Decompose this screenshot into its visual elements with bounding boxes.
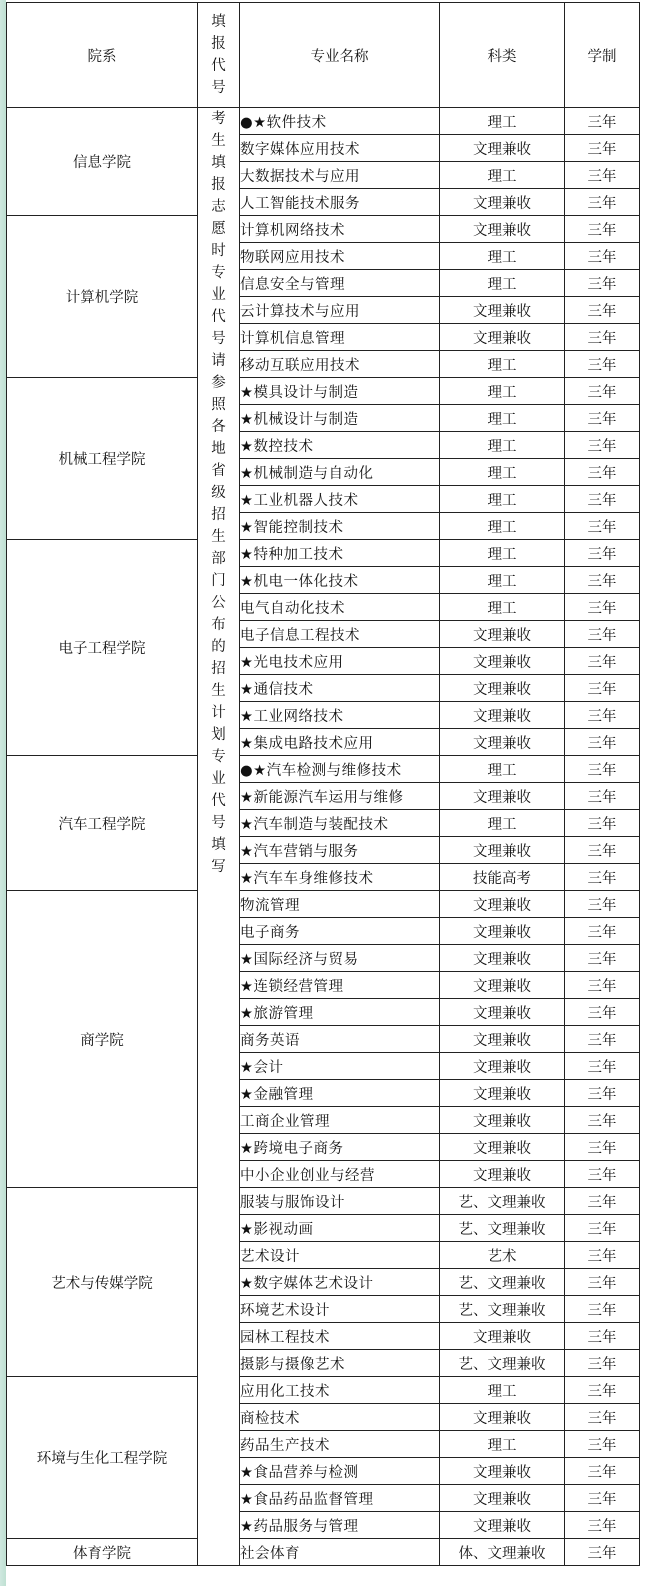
major-name-cell: ★工业网络技术 [240,702,440,729]
duration-cell: 三年 [565,918,640,945]
duration-cell: 三年 [565,1350,640,1377]
category-cell: 文理兼收 [440,837,565,864]
category-cell: 文理兼收 [440,189,565,216]
major-name-cell: ★国际经济与贸易 [240,945,440,972]
duration-cell: 三年 [565,594,640,621]
duration-cell: 三年 [565,675,640,702]
category-cell: 艺、文理兼收 [440,1188,565,1215]
category-cell: 文理兼收 [440,891,565,918]
major-name-cell: ★汽车制造与装配技术 [240,810,440,837]
major-name-cell: 园林工程技术 [240,1323,440,1350]
duration-cell: 三年 [565,1485,640,1512]
duration-cell: 三年 [565,1188,640,1215]
category-cell: 理工 [440,1431,565,1458]
category-cell: 理工 [440,378,565,405]
category-cell: 文理兼收 [440,945,565,972]
category-cell: 文理兼收 [440,1404,565,1431]
department-cell: 电子工程学院 [7,540,198,756]
category-cell: 文理兼收 [440,702,565,729]
major-name-cell: 电气自动化技术 [240,594,440,621]
category-cell: 文理兼收 [440,1485,565,1512]
duration-cell: 三年 [565,1215,640,1242]
major-name-cell: 云计算技术与应用 [240,297,440,324]
duration-cell: 三年 [565,1323,640,1350]
department-cell: 计算机学院 [7,216,198,378]
duration-cell: 三年 [565,324,640,351]
category-cell: 文理兼收 [440,324,565,351]
table-header [7,3,640,108]
category-cell: 文理兼收 [440,297,565,324]
major-name-cell: 信息安全与管理 [240,270,440,297]
category-cell: 文理兼收 [440,1107,565,1134]
duration-cell: 三年 [565,540,640,567]
duration-cell: 三年 [565,756,640,783]
header-dept: 院系 [7,3,198,108]
major-name-cell: 电子信息工程技术 [240,621,440,648]
major-name-cell: ★机电一体化技术 [240,567,440,594]
code-note-cell [198,108,240,1566]
duration-cell: 三年 [565,1539,640,1566]
duration-cell: 三年 [565,1026,640,1053]
category-cell: 体、文理兼收 [440,1539,565,1566]
category-cell: 文理兼收 [440,1161,565,1188]
category-cell: 理工 [440,756,565,783]
category-cell: 理工 [440,351,565,378]
duration-cell: 三年 [565,1296,640,1323]
duration-cell: 三年 [565,729,640,756]
category-cell: 理工 [440,459,565,486]
header-category: 科类 [440,3,565,108]
major-name-cell: ★智能控制技术 [240,513,440,540]
duration-cell: 三年 [565,108,640,135]
duration-cell: 三年 [565,432,640,459]
department-cell: 信息学院 [7,108,198,216]
header-code [198,3,240,108]
category-cell: 艺、文理兼收 [440,1296,565,1323]
duration-cell: 三年 [565,972,640,999]
duration-cell: 三年 [565,567,640,594]
table-row [7,108,640,135]
category-cell: 文理兼收 [440,1134,565,1161]
category-cell: 理工 [440,540,565,567]
major-name-cell: 工商企业管理 [240,1107,440,1134]
category-cell: 文理兼收 [440,1026,565,1053]
duration-cell: 三年 [565,837,640,864]
category-cell: 理工 [440,594,565,621]
table-row [7,756,640,783]
major-name-cell: 计算机信息管理 [240,324,440,351]
duration-cell: 三年 [565,783,640,810]
major-name-cell: ★金融管理 [240,1080,440,1107]
category-cell: 文理兼收 [440,783,565,810]
category-cell: 艺、文理兼收 [440,1215,565,1242]
major-name-cell: ●★汽车检测与维修技术 [240,756,440,783]
duration-cell: 三年 [565,1458,640,1485]
duration-cell: 三年 [565,1053,640,1080]
category-cell: 理工 [440,810,565,837]
major-name-cell: ★数字媒体艺术设计 [240,1269,440,1296]
duration-cell: 三年 [565,135,640,162]
duration-cell: 三年 [565,162,640,189]
majors-table [6,2,640,1566]
category-cell: 艺、文理兼收 [440,1269,565,1296]
duration-cell: 三年 [565,1512,640,1539]
duration-cell: 三年 [565,189,640,216]
major-name-cell: ★旅游管理 [240,999,440,1026]
category-cell: 文理兼收 [440,1053,565,1080]
major-name-cell: ★数控技术 [240,432,440,459]
duration-cell: 三年 [565,891,640,918]
duration-cell: 三年 [565,945,640,972]
department-cell: 商学院 [7,891,198,1188]
major-name-cell: 环境艺术设计 [240,1296,440,1323]
duration-cell: 三年 [565,1404,640,1431]
department-cell: 汽车工程学院 [7,756,198,891]
major-name-cell: 数字媒体应用技术 [240,135,440,162]
category-cell: 理工 [440,108,565,135]
major-name-cell: ★工业机器人技术 [240,486,440,513]
major-name-cell: ★新能源汽车运用与维修 [240,783,440,810]
code-note-text: 考生填报志愿时专业代号请参照各地省级招生部门公布的招生计划专业代号填写 [211,111,226,875]
category-cell: 文理兼收 [440,1512,565,1539]
major-name-cell: 电子商务 [240,918,440,945]
major-name-cell: 摄影与摄像艺术 [240,1350,440,1377]
duration-cell: 三年 [565,405,640,432]
department-cell: 艺术与传媒学院 [7,1188,198,1377]
category-cell: 文理兼收 [440,135,565,162]
major-name-cell: 大数据技术与应用 [240,162,440,189]
category-cell: 文理兼收 [440,999,565,1026]
category-cell: 理工 [440,162,565,189]
duration-cell: 三年 [565,702,640,729]
duration-cell: 三年 [565,297,640,324]
table-row [7,378,640,405]
header-duration: 学制 [565,3,640,108]
duration-cell: 三年 [565,459,640,486]
header-row [7,3,640,108]
major-name-cell: 物联网应用技术 [240,243,440,270]
department-cell: 机械工程学院 [7,378,198,540]
duration-cell: 三年 [565,1161,640,1188]
major-name-cell: ★特种加工技术 [240,540,440,567]
major-name-cell: ★跨境电子商务 [240,1134,440,1161]
category-cell: 理工 [440,432,565,459]
category-cell: 理工 [440,405,565,432]
department-cell: 体育学院 [7,1539,198,1566]
major-name-cell: 商检技术 [240,1404,440,1431]
category-cell: 理工 [440,270,565,297]
duration-cell: 三年 [565,270,640,297]
table-row [7,1377,640,1404]
category-cell: 文理兼收 [440,1080,565,1107]
category-cell: 文理兼收 [440,1458,565,1485]
major-name-cell: 计算机网络技术 [240,216,440,243]
department-cell: 环境与生化工程学院 [7,1377,198,1539]
duration-cell: 三年 [565,243,640,270]
category-cell: 艺术 [440,1242,565,1269]
major-name-cell: ★集成电路技术应用 [240,729,440,756]
header-code-label: 填报代号 [211,14,226,96]
duration-cell: 三年 [565,999,640,1026]
category-cell: 理工 [440,567,565,594]
table-row [7,1188,640,1215]
category-cell: 文理兼收 [440,675,565,702]
duration-cell: 三年 [565,378,640,405]
major-name-cell: ★食品药品监督管理 [240,1485,440,1512]
major-name-cell: ★影视动画 [240,1215,440,1242]
category-cell: 文理兼收 [440,729,565,756]
major-name-cell: ★光电技术应用 [240,648,440,675]
duration-cell: 三年 [565,513,640,540]
duration-cell: 三年 [565,351,640,378]
table-body [7,108,640,1566]
major-name-cell: ★连锁经营管理 [240,972,440,999]
duration-cell: 三年 [565,810,640,837]
major-name-cell: ★汽车车身维修技术 [240,864,440,891]
duration-cell: 三年 [565,1269,640,1296]
major-name-cell: 商务英语 [240,1026,440,1053]
major-name-cell: ★模具设计与制造 [240,378,440,405]
major-name-cell: 中小企业创业与经营 [240,1161,440,1188]
duration-cell: 三年 [565,648,640,675]
category-cell: 文理兼收 [440,972,565,999]
major-name-cell: 艺术设计 [240,1242,440,1269]
duration-cell: 三年 [565,1107,640,1134]
major-name-cell: 移动互联应用技术 [240,351,440,378]
duration-cell: 三年 [565,486,640,513]
duration-cell: 三年 [565,1431,640,1458]
category-cell: 文理兼收 [440,216,565,243]
major-name-cell: 人工智能技术服务 [240,189,440,216]
category-cell: 艺、文理兼收 [440,1350,565,1377]
duration-cell: 三年 [565,1377,640,1404]
major-name-cell: ●★软件技术 [240,108,440,135]
major-name-cell: 社会体育 [240,1539,440,1566]
major-name-cell: ★汽车营销与服务 [240,837,440,864]
header-major: 专业名称 [240,3,440,108]
major-name-cell: ★药品服务与管理 [240,1512,440,1539]
major-name-cell: ★食品营养与检测 [240,1458,440,1485]
duration-cell: 三年 [565,216,640,243]
table-row [7,1539,640,1566]
category-cell: 理工 [440,486,565,513]
category-cell: 理工 [440,243,565,270]
table-row [7,540,640,567]
major-name-cell: ★机械设计与制造 [240,405,440,432]
duration-cell: 三年 [565,1134,640,1161]
duration-cell: 三年 [565,864,640,891]
major-name-cell: ★机械制造与自动化 [240,459,440,486]
major-name-cell: 服装与服饰设计 [240,1188,440,1215]
category-cell: 文理兼收 [440,918,565,945]
category-cell: 文理兼收 [440,621,565,648]
major-name-cell: 应用化工技术 [240,1377,440,1404]
duration-cell: 三年 [565,1080,640,1107]
major-name-cell: 物流管理 [240,891,440,918]
major-name-cell: 药品生产技术 [240,1431,440,1458]
table-row [7,891,640,918]
major-name-cell: ★会计 [240,1053,440,1080]
category-cell: 理工 [440,513,565,540]
category-cell: 理工 [440,1377,565,1404]
table-row [7,216,640,243]
duration-cell: 三年 [565,621,640,648]
category-cell: 文理兼收 [440,1323,565,1350]
duration-cell: 三年 [565,1242,640,1269]
major-name-cell: ★通信技术 [240,675,440,702]
category-cell: 技能高考 [440,864,565,891]
category-cell: 文理兼收 [440,648,565,675]
